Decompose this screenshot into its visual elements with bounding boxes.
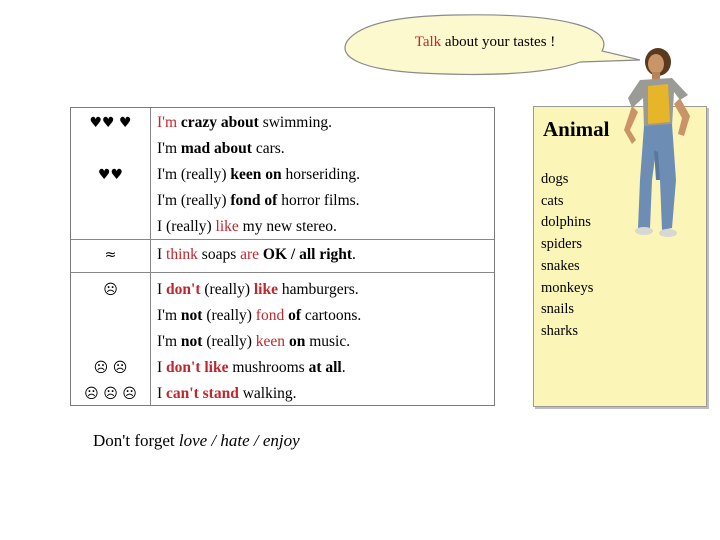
phrase-segment: .: [341, 359, 346, 376]
phrase-segment: of: [284, 307, 302, 324]
phrase-segment: mushrooms: [228, 359, 309, 376]
animal-item: monkeys: [541, 279, 594, 296]
animal-item: snails: [541, 301, 575, 318]
phrase-segment: I: [157, 359, 167, 376]
animal-item: dolphins: [541, 214, 591, 231]
phrase-segment: horseriding.: [281, 166, 360, 183]
phrase-segment: I'm: [157, 192, 178, 209]
phrase-text: [157, 188, 360, 214]
phrase-segment: I: [157, 246, 167, 263]
phrase-segment: I'm: [157, 140, 178, 157]
phrase-segment: are: [240, 246, 260, 263]
animals-title: Animal: [543, 117, 610, 141]
phrase-segment: soaps: [197, 246, 241, 263]
phrase-segment: think: [166, 246, 198, 263]
phrase-segment: on: [285, 333, 306, 350]
column-divider: [150, 108, 151, 405]
phrase-segment: like: [215, 218, 239, 235]
rating-symbol: ♥♥: [97, 167, 124, 183]
phrase-segment: not: [177, 307, 203, 324]
phrase-segment: music.: [305, 333, 351, 350]
phrase-text: [157, 329, 350, 355]
phrase-text: [157, 277, 359, 303]
phrase-segment: (really): [202, 333, 256, 350]
phrase-segment: OK / all right: [259, 246, 353, 263]
row-divider: [71, 272, 494, 273]
phrase-segment: can't stand: [166, 385, 239, 402]
rating-symbol: ☹: [103, 282, 118, 298]
rating-symbol: ♥♥ ♥: [89, 115, 132, 131]
phrases-table: [70, 107, 495, 406]
phrase-segment: cars.: [251, 140, 285, 157]
phrase-segment: don't like: [166, 359, 229, 376]
phrase-text: [157, 162, 360, 188]
phrase-segment: at all: [308, 359, 342, 376]
phrase-segment: fond: [255, 307, 285, 324]
phrase-segment: .: [352, 246, 356, 263]
phrase-segment: I'm: [157, 307, 178, 324]
phrase-segment: I'm: [157, 166, 178, 183]
animal-item: snakes: [541, 257, 580, 274]
phrase-segment: keen: [255, 333, 286, 350]
phrase-text: [157, 110, 332, 136]
phrase-segment: fond of: [226, 192, 278, 209]
animal-list: [541, 169, 593, 343]
phrase-segment: my new stereo.: [238, 218, 337, 235]
phrase-text: [157, 381, 297, 407]
girl-illustration: [610, 40, 710, 245]
phrase-segment: keen on: [226, 166, 282, 183]
phrase-segment: (really): [177, 166, 227, 183]
phrase-segment: mad about: [177, 140, 252, 157]
phrase-text: [157, 136, 285, 162]
animal-item: dogs: [541, 171, 569, 187]
phrase-segment: (really): [202, 307, 256, 324]
phrase-segment: don't: [166, 281, 201, 298]
rating-symbol: ≈: [104, 247, 117, 263]
phrase-text: [157, 214, 337, 240]
phrase-segment: hamburgers.: [278, 281, 359, 298]
phrase-segment: I: [157, 281, 167, 298]
phrase-text: [157, 242, 356, 268]
phrase-segment: walking.: [238, 385, 297, 402]
phrase-segment: (really): [200, 281, 254, 298]
phrase-segment: I (really): [157, 218, 216, 235]
bubble-text: Talk about your tastes !: [414, 34, 556, 50]
animal-item: spiders: [541, 236, 583, 253]
phrase-segment: crazy about: [177, 114, 259, 131]
phrase-segment: horror films.: [277, 192, 360, 209]
phrase-segment: (really): [177, 192, 227, 209]
phrase-segment: I: [157, 385, 167, 402]
phrase-text: [157, 355, 346, 381]
animal-item: cats: [541, 192, 564, 209]
phrase-segment: I'm: [157, 333, 178, 350]
animal-item: sharks: [541, 322, 579, 339]
reminder-note: Don't forget love / hate / enjoy: [93, 431, 300, 450]
phrase-segment: cartoons.: [301, 307, 362, 324]
phrase-segment: like: [253, 281, 278, 298]
phrase-segment: I'm: [157, 114, 178, 131]
phrase-segment: not: [177, 333, 203, 350]
rating-symbol: ☹ ☹ ☹: [84, 386, 137, 402]
phrase-segment: swimming.: [258, 114, 333, 131]
rating-symbol: ☹ ☹: [93, 360, 128, 376]
phrase-text: [157, 303, 361, 329]
